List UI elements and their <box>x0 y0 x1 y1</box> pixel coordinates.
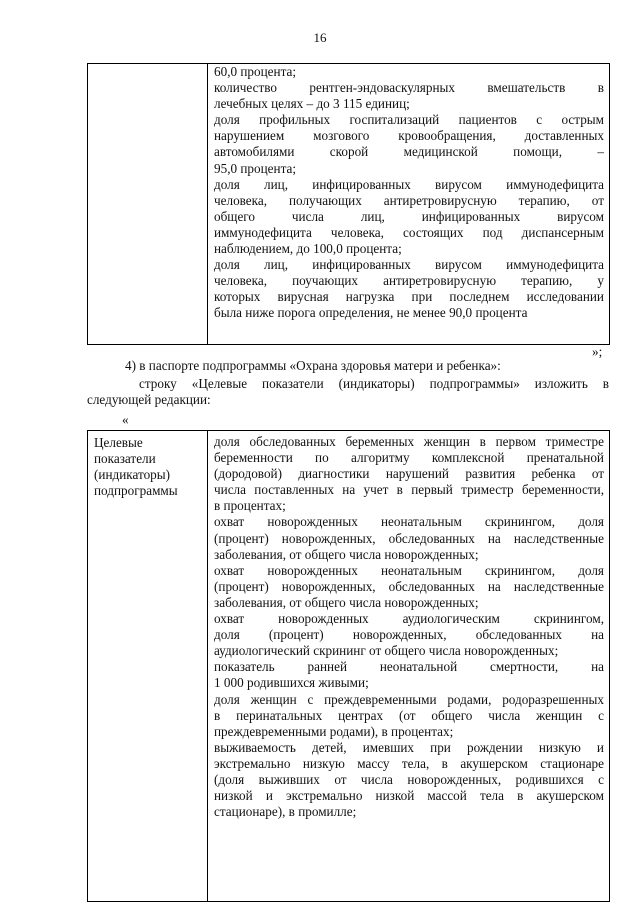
table2-right-line: экстремально низкую массу тела, в акушерском стационаре <box>214 755 604 771</box>
table1-line: автомобилями скорой медицинской помощи, – <box>214 144 604 160</box>
table2-right-line: охват новорожденных неонатальным скринингом, доля <box>214 562 604 578</box>
table2-right-line: в перинатальных центрах (от общего числа женщин с <box>214 707 604 723</box>
table2-right-line: доля (процент) новорожденных, обследованных на <box>214 627 604 643</box>
table2-right-line: (дородовой) диагностики нарушений развития ребенка от <box>214 466 604 482</box>
table1-line: доля профильных госпитализаций пациентов с острым <box>214 112 604 128</box>
closing-quote: »; <box>592 344 603 359</box>
table2-right-line: охват новорожденных аудиологическим скринингом, <box>214 611 604 627</box>
table2-left-cell <box>88 431 208 902</box>
table1-line: которых вирусная нагрузка при последнем исследовании <box>214 289 604 305</box>
table1-line: лечебных целях – до 3 115 единиц; <box>214 96 410 112</box>
table2-right-line: доля женщин с преждевременными родами, родоразрешенных <box>214 691 604 707</box>
indicators-table-continued <box>87 63 610 345</box>
table2-right-line: заболевания, от общего числа новорожденных; <box>214 594 479 610</box>
table1-line: наблюдением, до 100,0 процента; <box>214 241 402 257</box>
paragraph-4 <box>87 358 609 374</box>
table2-right-line: заболевания, от общего числа новорожденных; <box>214 546 479 562</box>
table2-right-line: охват новорожденных неонатальным скринингом, доля <box>214 514 604 530</box>
table2-left-line: Целевые <box>94 435 143 450</box>
table2-left-line: (индикаторы) <box>94 467 171 483</box>
table1-line: иммунодефицита человека, состоящих под диспансерным <box>214 224 604 240</box>
table2-right-line: стационаре), в промилле; <box>214 804 357 820</box>
table1-line: 95,0 процента; <box>214 160 297 176</box>
table2-right-line: низкой и экстремально низкой массой тела в акушерском <box>214 788 604 804</box>
paragraph-stroke <box>87 376 609 408</box>
table2-right-line: (процент) новорожденных, обследованных на наследственные <box>214 578 604 594</box>
table1-line: количество рентген-эндоваскулярных вмешательств в <box>214 80 604 96</box>
table2-left-line: подпрограммы <box>94 483 178 499</box>
table1-left-cell <box>88 64 208 345</box>
page-number: 16 <box>313 30 327 45</box>
table1-line: человека, поучающих антиретровирусную терапию, у <box>214 273 604 289</box>
table2-right-line: выживаемость детей, имевших при рождении низкую и <box>214 739 604 755</box>
table1-line: была ниже порога определения, не менее 90,0 процента <box>214 305 528 321</box>
table1-right-cell <box>208 64 610 345</box>
paragraph-stroke-line1: строку «Целевые показатели (индикаторы) подпрограммы» изложить в <box>139 376 609 391</box>
table2-left-line: показатели <box>94 451 156 467</box>
table2-right-line: аудиологический скрининг от общего числа новорожденных; <box>214 643 559 659</box>
table1-line: доля лиц, инфицированных вирусом иммунодефицита <box>214 257 604 273</box>
table2-right-text <box>208 431 609 820</box>
table2-right-line: в процентах; <box>214 498 286 514</box>
table2-right-line: 1 000 родившихся живыми; <box>214 675 369 691</box>
table2-right-line: (доля выживших от числа новорожденных, родившихся с <box>214 771 604 787</box>
table2-right-line: числа поставленных на учет в первый триместр беременности, <box>214 482 604 498</box>
table2-left-text <box>88 431 207 499</box>
table1-line: 60,0 процента; <box>214 64 297 79</box>
table2-right-line: показатель ранней неонатальной смертности, на <box>214 659 604 675</box>
paragraph-4-text: 4) в паспорте подпрограммы «Охрана здоровья матери и ребенка»: <box>125 358 501 373</box>
table2-right-line: (процент) новорожденных, обследованных на наследственные <box>214 530 604 546</box>
target-indicators-table <box>87 430 610 902</box>
table1-line: нарушением мозгового кровообращения, доставленных <box>214 128 604 144</box>
table2-right-line: преждевременными родами), в процентах; <box>214 723 454 739</box>
table2-right-cell <box>208 431 610 902</box>
opening-quote: « <box>122 412 129 427</box>
table1-line: общего числа лиц, инфицированных вирусом <box>214 208 604 224</box>
table2-right-line: беременности по алгоритму комплексной пренатальной <box>214 450 604 466</box>
table1-text <box>208 64 609 322</box>
table1-line: человека, получающих антиретровирусную терапию, от <box>214 192 604 208</box>
table1-line: доля лиц, инфицированных вирусом иммунодефицита <box>214 176 604 192</box>
paragraph-stroke-line2: следующей редакции: <box>87 392 211 408</box>
table2-right-line: доля обследованных беременных женщин в первом триместре <box>214 434 604 449</box>
